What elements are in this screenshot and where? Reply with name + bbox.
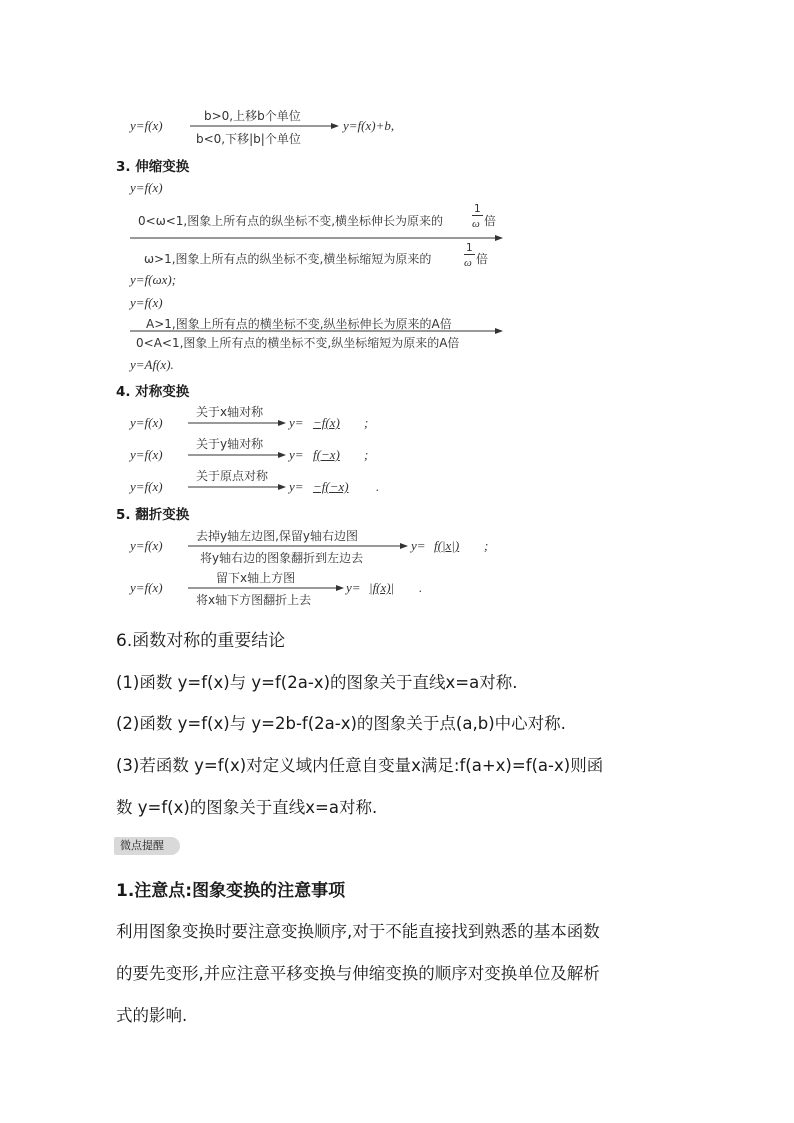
scaling-result-1: y=f(ωx); [130, 272, 177, 287]
tip-line-2: 的要先变形,并应注意平移变换与伸缩变换的顺序对变换单位及解析 [116, 964, 600, 983]
scaling-frac-den-1: ω [472, 218, 480, 230]
flip-row-2-result-prefix: y= [346, 580, 361, 595]
symmetry-row-3-result-prefix: y= [289, 479, 304, 494]
flip-row-2-end: . [419, 580, 423, 595]
flip-row-1-result-prefix: y= [411, 538, 426, 553]
flip-row-1-top: 去掉y轴左边图,保留y轴右边图 [196, 529, 359, 543]
symmetry-row-1-result: −f(x) [313, 415, 340, 430]
scaling-label-3: A>1,图象上所有点的横坐标不变,纵坐标伸长为原来的A倍 [146, 317, 452, 331]
scaling-start-1: y=f(x) [130, 180, 163, 195]
tip-tag-label: 微点提醒 [120, 839, 164, 852]
flip-row-2-top: 留下x轴上方图 [216, 571, 296, 585]
conclusions-heading: 6.函数对称的重要结论 [116, 631, 286, 651]
scaling-result-2: y=Af(x). [130, 357, 174, 372]
scaling-heading: 3. 伸缩变换 [116, 159, 190, 175]
symmetry-row-2-from: y=f(x) [130, 447, 163, 462]
translation-result: y=f(x)+b, [343, 118, 395, 133]
flip-row-1-result: f(|x|) [434, 538, 460, 553]
symmetry-row-2-end: ; [364, 447, 369, 462]
symmetry-row-3-label: 关于原点对称 [196, 469, 269, 483]
scaling-frac-den-2: ω [464, 257, 472, 269]
symmetry-row-1-label: 关于x轴对称 [196, 405, 264, 419]
conclusion-item-1: (1)函数 y=f(x)与 y=f(2a-x)的图象关于直线x=a对称. [116, 673, 518, 692]
symmetry-heading: 4. 对称变换 [116, 384, 190, 400]
scaling-label-4: 0<A<1,图象上所有点的横坐标不变,纵坐标缩短为原来的A倍 [136, 336, 460, 350]
scaling-bei-1: 倍 [484, 214, 497, 228]
tip-heading: 1.注意点:图象变换的注意事项 [116, 881, 346, 901]
symmetry-row-1-from: y=f(x) [130, 415, 163, 430]
flip-row-2-result: |f(x)| [369, 580, 395, 595]
scaling-label-2: ω>1,图象上所有点的纵坐标不变,横坐标缩短为原来的 [144, 252, 432, 266]
flip-row-1-bottom: 将y轴右边的图象翻折到左边去 [200, 551, 364, 565]
conclusion-item-3: (3)若函数 y=f(x)对定义域内任意自变量x满足:f(a+x)=f(a-x)则函 [116, 756, 604, 775]
tip-line-1: 利用图象变换时要注意变换顺序,对于不能直接找到熟悉的基本函数 [116, 922, 600, 941]
flip-heading: 5. 翻折变换 [116, 507, 190, 523]
conclusion-item-2: (2)函数 y=f(x)与 y=2b-f(2a-x)的图象关于点(a,b)中心对称. [116, 714, 566, 733]
symmetry-row-3-end: . [376, 479, 380, 494]
symmetry-row-3-result: −f(−x) [313, 479, 349, 494]
translation-up-label: b>0,上移b个单位 [204, 109, 301, 123]
scaling-start-2: y=f(x) [130, 295, 163, 310]
symmetry-row-1-end: ; [364, 415, 369, 430]
flip-row-1-from: y=f(x) [130, 538, 163, 553]
scaling-label-1: 0<ω<1,图象上所有点的纵坐标不变,横坐标伸长为原来的 [138, 214, 444, 228]
tip-tag [114, 837, 180, 855]
symmetry-row-3-from: y=f(x) [130, 479, 163, 494]
flip-row-2-bottom: 将x轴下方图翻折上去 [196, 593, 312, 607]
flip-row-1-end: ; [484, 538, 489, 553]
conclusion-item-4: 数 y=f(x)的图象关于直线x=a对称. [116, 798, 378, 817]
symmetry-row-2-result-prefix: y= [289, 447, 304, 462]
symmetry-row-2-result: f(−x) [313, 447, 340, 462]
flip-row-2-from: y=f(x) [130, 580, 163, 595]
symmetry-row-1-result-prefix: y= [289, 415, 304, 430]
translation-from: y=f(x) [130, 118, 163, 133]
scaling-frac-num-2: 1 [466, 242, 473, 254]
scaling-bei-2: 倍 [476, 252, 489, 266]
scaling-frac-num-1: 1 [474, 203, 481, 215]
symmetry-row-2-label: 关于y轴对称 [196, 437, 264, 451]
translation-down-label: b<0,下移|b|个单位 [196, 132, 301, 146]
tip-line-3: 式的影响. [116, 1006, 188, 1025]
